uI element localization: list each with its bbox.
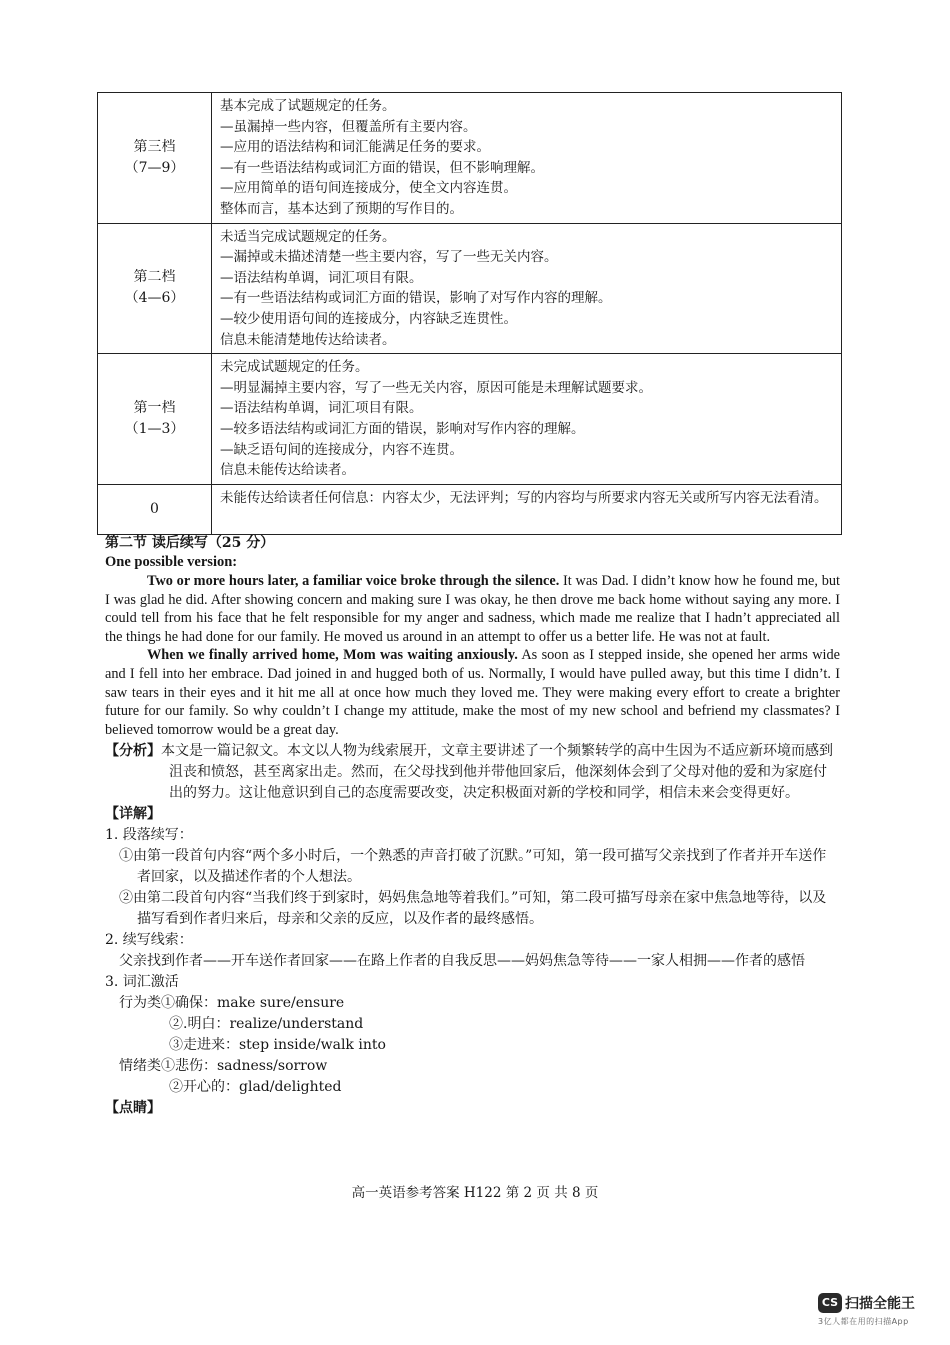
- rubric-row-grade1: [98, 354, 842, 485]
- tip-label: 【点睛】: [105, 1100, 161, 1117]
- grade-cell: [98, 93, 212, 224]
- criterion-line: 整体而言，基本达到了预期的写作目的。: [220, 200, 463, 217]
- grade-description: [212, 484, 842, 534]
- grade-range: （7—9）: [124, 159, 185, 176]
- camscanner-logo-icon: CS: [818, 1293, 842, 1313]
- analysis-label: 【分析】: [105, 743, 161, 760]
- grade-cell: [98, 354, 212, 485]
- rubric-row-grade0: [98, 484, 842, 534]
- criterion-line: —有一些语法结构或词汇方面的错误，但不影响理解。: [220, 159, 544, 176]
- criterion-line: —语法结构单调，词汇项目有限。: [220, 269, 423, 286]
- criterion-line: —较多语法结构或词汇方面的错误，影响对写作内容的理解。: [220, 420, 585, 437]
- grade-description: [212, 354, 842, 485]
- criterion-line: —虽漏掉一些内容，但覆盖所有主要内容。: [220, 118, 477, 135]
- vocab-item: 情绪类①悲伤：sadness/sorrow: [119, 1058, 328, 1075]
- paragraph-lead-sentence: Two or more hours later, a familiar voice broke through the silence.: [147, 573, 560, 589]
- criterion-line: 基本完成了试题规定的任务。: [220, 98, 396, 114]
- criterion-line: —明显漏掉主要内容，写了一些无关内容，原因可能是未理解试题要求。: [220, 379, 652, 396]
- criterion-line: —漏掉或未描述清楚一些主要内容，写了一些无关内容。: [220, 249, 558, 266]
- heading-paragraph-writing: 1. 段落续写：: [105, 827, 193, 844]
- criterion-line: —有一些语法结构或词汇方面的错误，影响了对写作内容的理解。: [220, 290, 612, 307]
- detail-point: ②由第二段首句内容“当我们终于到家时，妈妈焦急地等着我们。”可知，第二段可描写母亲在家中焦急地等待，以及描写看到作者归来后，母亲和父亲的反应，以及作者的最终感悟。: [119, 890, 827, 928]
- sample-title: One possible version:: [105, 554, 238, 570]
- detail-point: ①由第一段首句内容“两个多小时后，一个熟悉的声音打破了沉默。”可知，第一段可描写父亲找到了作者并开车送作者回家，以及描述作者的个人想法。: [119, 848, 827, 886]
- vocab-item: ③走进来：step inside/walk into: [169, 1037, 386, 1054]
- criterion-line: —应用的语法结构和词汇能满足任务的要求。: [220, 139, 490, 156]
- grade-cell: [98, 484, 212, 534]
- heading-vocabulary: 3. 词汇激活: [105, 974, 179, 991]
- grade-description: [212, 93, 842, 224]
- grade-label: 第二档: [133, 269, 176, 286]
- vocab-item: 行为类①确保：make sure/ensure: [119, 995, 345, 1012]
- sample-paragraph-2: [105, 646, 840, 739]
- watermark-slogan: 3亿人都在用的扫描App: [818, 1316, 909, 1326]
- grade-range: （1—3）: [124, 420, 185, 437]
- grade-description: [212, 223, 842, 354]
- rubric-row-grade3: [98, 93, 842, 224]
- paragraph-body: It was Dad. I didn’t know how he found me, but I was glad he did. After showing concern and making sure I was okay, he then drove me back home without saying any more. I could tell from his face that he felt responsible for my anger and sadness, which made me realize that I hadn’t appreciated all the things he had done for our family. He moved us around in an attempt to offer us a better life. He was not at fault.: [105, 573, 840, 645]
- rubric-row-grade2: [98, 223, 842, 354]
- grade-label: 第一档: [133, 399, 176, 416]
- paragraph-body: As soon as I stepped inside, she opened her arms wide and I fell into her embrace. Dad joined in and hugged both of us. Normally, I would have pulled away, but this time I didn’t. I saw tears in their eyes and it hit me all at once how much they loved me. They were making every effort to create a brighter future for our family. So why couldn’t I change my attitude, make the most of my new school and befriend my classmates? I believed tomorrow would be a great day.: [105, 647, 840, 738]
- criterion-line: 未完成试题规定的任务。: [220, 359, 369, 376]
- scoring-rubric-table: [97, 92, 842, 535]
- criterion-line: 信息未能传达给读者。: [220, 462, 355, 479]
- criterion-line: —应用简单的语句间连接成分，使全文内容连贯。: [220, 180, 517, 197]
- continuation-writing-section: [105, 534, 840, 1119]
- sample-paragraph-1: [105, 572, 840, 646]
- page-footer: 高一英语参考答案 H122 第 2 页 共 8 页: [351, 1185, 599, 1201]
- criterion-line: —缺乏语句间的连接成分，内容不连贯。: [220, 441, 463, 458]
- grade-range: （4—6）: [124, 290, 185, 307]
- criterion-line: 未能传达给读者任何信息：内容太少，无法评判；写的内容均与所要求内容无关或所写内容无法看清。: [220, 489, 828, 506]
- analysis-text: 本文是一篇记叙文。本文以人物为线索展开，文章主要讲述了一个频繁转学的高中生因为不适应新环境而感到沮丧和愤怒，甚至离家出走。然而，在父母找到他并带他回家后，他深刻体会到了父母对他的爱和为家庭付出的努力。这让他意识到自己的态度需要改变，决定积极面对新的学校和同学，相信未来会变得更好。: [161, 743, 833, 802]
- watermark-name: 扫描全能王: [845, 1295, 915, 1312]
- clues-text: 父亲找到作者——开车送作者回家——在路上作者的自我反思——妈妈焦急等待——一家人相拥——作者的感悟: [119, 953, 805, 970]
- vocab-item: ②开心的：glad/delighted: [169, 1079, 342, 1096]
- paragraph-lead-sentence: When we finally arrived home, Mom was waiting anxiously.: [147, 647, 518, 664]
- analysis-block: [105, 741, 840, 804]
- vocab-item: ②.明白：realize/understand: [169, 1016, 364, 1033]
- grade-cell: [98, 223, 212, 354]
- heading-clues: 2. 续写线索：: [105, 932, 193, 949]
- detail-label: 【详解】: [105, 806, 161, 823]
- criterion-line: —较少使用语句间的连接成分，内容缺乏连贯性。: [220, 310, 517, 327]
- grade-label: 0: [150, 500, 159, 517]
- criterion-line: 信息未能清楚地传达给读者。: [220, 331, 396, 348]
- criterion-line: —语法结构单调，词汇项目有限。: [220, 400, 423, 417]
- criterion-line: 未适当完成试题规定的任务。: [220, 228, 396, 245]
- grade-label: 第三档: [133, 138, 176, 155]
- scanner-watermark: [818, 1292, 938, 1327]
- section-title: 第二节 读后续写（25 分）: [105, 535, 275, 551]
